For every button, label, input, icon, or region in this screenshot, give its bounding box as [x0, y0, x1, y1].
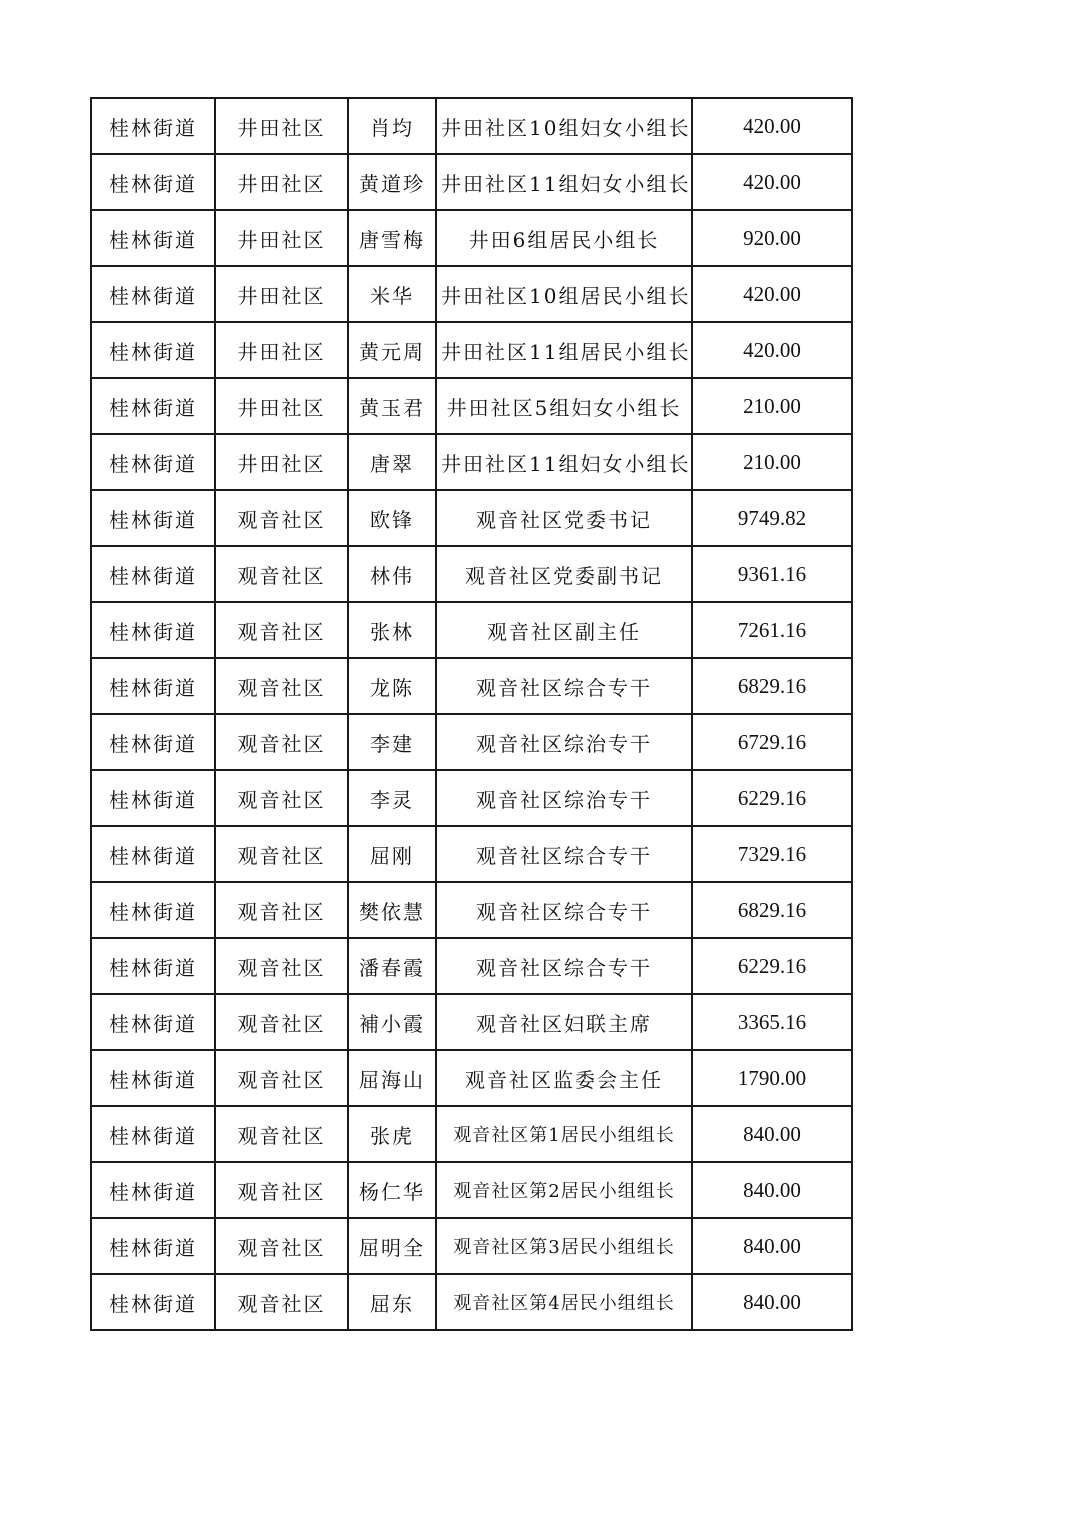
amount-cell: 840.00	[692, 1162, 852, 1218]
table-row	[91, 378, 852, 434]
position-cell: 井田社区10组妇女小组长	[436, 98, 692, 154]
community-cell: 井田社区	[215, 378, 348, 434]
name-cell: 林伟	[348, 546, 436, 602]
community-cell: 观音社区	[215, 938, 348, 994]
amount-cell: 7329.16	[692, 826, 852, 882]
table-row	[91, 98, 852, 154]
name-cell: 张林	[348, 602, 436, 658]
position-cell: 观音社区监委会主任	[436, 1050, 692, 1106]
table-row	[91, 938, 852, 994]
street-cell: 桂林街道	[91, 154, 215, 210]
amount-cell: 9749.82	[692, 490, 852, 546]
position-cell: 观音社区党委副书记	[436, 546, 692, 602]
amount-cell: 420.00	[692, 266, 852, 322]
street-cell: 桂林街道	[91, 826, 215, 882]
street-cell: 桂林街道	[91, 770, 215, 826]
street-cell: 桂林街道	[91, 658, 215, 714]
amount-cell: 6229.16	[692, 770, 852, 826]
community-cell: 观音社区	[215, 714, 348, 770]
street-cell: 桂林街道	[91, 434, 215, 490]
street-cell: 桂林街道	[91, 378, 215, 434]
community-cell: 井田社区	[215, 266, 348, 322]
name-cell: 屈刚	[348, 826, 436, 882]
street-cell: 桂林街道	[91, 1162, 215, 1218]
table-row	[91, 1274, 852, 1330]
community-cell: 观音社区	[215, 602, 348, 658]
amount-cell: 920.00	[692, 210, 852, 266]
name-cell: 屈东	[348, 1274, 436, 1330]
amount-cell: 9361.16	[692, 546, 852, 602]
community-cell: 观音社区	[215, 546, 348, 602]
street-cell: 桂林街道	[91, 322, 215, 378]
table-row	[91, 546, 852, 602]
table-row	[91, 994, 852, 1050]
position-cell: 井田社区11组妇女小组长	[436, 434, 692, 490]
community-cell: 观音社区	[215, 1106, 348, 1162]
community-cell: 井田社区	[215, 434, 348, 490]
table-row	[91, 714, 852, 770]
name-cell: 张虎	[348, 1106, 436, 1162]
community-cell: 观音社区	[215, 826, 348, 882]
table-row	[91, 266, 852, 322]
table-row	[91, 1218, 852, 1274]
community-cell: 观音社区	[215, 1218, 348, 1274]
amount-cell: 6829.16	[692, 882, 852, 938]
community-cell: 观音社区	[215, 1050, 348, 1106]
amount-cell: 840.00	[692, 1218, 852, 1274]
amount-cell: 6229.16	[692, 938, 852, 994]
name-cell: 李灵	[348, 770, 436, 826]
position-cell: 观音社区综治专干	[436, 770, 692, 826]
street-cell: 桂林街道	[91, 266, 215, 322]
name-cell: 米华	[348, 266, 436, 322]
community-cell: 观音社区	[215, 490, 348, 546]
position-cell: 井田社区5组妇女小组长	[436, 378, 692, 434]
street-cell: 桂林街道	[91, 1050, 215, 1106]
street-cell: 桂林街道	[91, 98, 215, 154]
amount-cell: 210.00	[692, 434, 852, 490]
roster-table	[90, 97, 853, 1331]
community-cell: 井田社区	[215, 98, 348, 154]
name-cell: 欧锋	[348, 490, 436, 546]
amount-cell: 7261.16	[692, 602, 852, 658]
name-cell: 黄玉君	[348, 378, 436, 434]
name-cell: 潘春霞	[348, 938, 436, 994]
name-cell: 唐雪梅	[348, 210, 436, 266]
position-cell: 观音社区第3居民小组组长	[436, 1218, 692, 1274]
community-cell: 观音社区	[215, 1274, 348, 1330]
amount-cell: 6829.16	[692, 658, 852, 714]
street-cell: 桂林街道	[91, 1274, 215, 1330]
community-cell: 观音社区	[215, 882, 348, 938]
name-cell: 屈明全	[348, 1218, 436, 1274]
amount-cell: 840.00	[692, 1106, 852, 1162]
position-cell: 观音社区妇联主席	[436, 994, 692, 1050]
position-cell: 观音社区综合专干	[436, 826, 692, 882]
street-cell: 桂林街道	[91, 602, 215, 658]
name-cell: 黄元周	[348, 322, 436, 378]
position-cell: 观音社区党委书记	[436, 490, 692, 546]
position-cell: 观音社区综合专干	[436, 938, 692, 994]
position-cell: 观音社区第1居民小组组长	[436, 1106, 692, 1162]
name-cell: 杨仁华	[348, 1162, 436, 1218]
street-cell: 桂林街道	[91, 994, 215, 1050]
position-cell: 观音社区第2居民小组组长	[436, 1162, 692, 1218]
street-cell: 桂林街道	[91, 714, 215, 770]
table-row	[91, 882, 852, 938]
amount-cell: 210.00	[692, 378, 852, 434]
community-cell: 观音社区	[215, 658, 348, 714]
street-cell: 桂林街道	[91, 546, 215, 602]
street-cell: 桂林街道	[91, 938, 215, 994]
community-cell: 观音社区	[215, 994, 348, 1050]
amount-cell: 1790.00	[692, 1050, 852, 1106]
amount-cell: 420.00	[692, 98, 852, 154]
position-cell: 井田6组居民小组长	[436, 210, 692, 266]
community-cell: 观音社区	[215, 770, 348, 826]
position-cell: 井田社区11组居民小组长	[436, 322, 692, 378]
street-cell: 桂林街道	[91, 1218, 215, 1274]
name-cell: 肖均	[348, 98, 436, 154]
position-cell: 观音社区综合专干	[436, 882, 692, 938]
amount-cell: 420.00	[692, 322, 852, 378]
table-row	[91, 602, 852, 658]
table-row	[91, 154, 852, 210]
position-cell: 井田社区11组妇女小组长	[436, 154, 692, 210]
street-cell: 桂林街道	[91, 210, 215, 266]
position-cell: 观音社区综治专干	[436, 714, 692, 770]
table-row	[91, 210, 852, 266]
table-row	[91, 1162, 852, 1218]
table-row	[91, 770, 852, 826]
table-row	[91, 490, 852, 546]
community-cell: 井田社区	[215, 154, 348, 210]
amount-cell: 3365.16	[692, 994, 852, 1050]
name-cell: 唐翠	[348, 434, 436, 490]
position-cell: 观音社区副主任	[436, 602, 692, 658]
community-cell: 井田社区	[215, 210, 348, 266]
community-cell: 观音社区	[215, 1162, 348, 1218]
street-cell: 桂林街道	[91, 490, 215, 546]
name-cell: 李建	[348, 714, 436, 770]
position-cell: 观音社区第4居民小组组长	[436, 1274, 692, 1330]
street-cell: 桂林街道	[91, 882, 215, 938]
table-row	[91, 1106, 852, 1162]
table-row	[91, 322, 852, 378]
position-cell: 井田社区10组居民小组长	[436, 266, 692, 322]
amount-cell: 6729.16	[692, 714, 852, 770]
amount-cell: 840.00	[692, 1274, 852, 1330]
table-row	[91, 434, 852, 490]
amount-cell: 420.00	[692, 154, 852, 210]
name-cell: 黄道珍	[348, 154, 436, 210]
table-row	[91, 1050, 852, 1106]
name-cell: 龙陈	[348, 658, 436, 714]
street-cell: 桂林街道	[91, 1106, 215, 1162]
name-cell: 補小霞	[348, 994, 436, 1050]
name-cell: 樊依慧	[348, 882, 436, 938]
name-cell: 屈海山	[348, 1050, 436, 1106]
table-row	[91, 658, 852, 714]
position-cell: 观音社区综合专干	[436, 658, 692, 714]
community-cell: 井田社区	[215, 322, 348, 378]
table-row	[91, 826, 852, 882]
